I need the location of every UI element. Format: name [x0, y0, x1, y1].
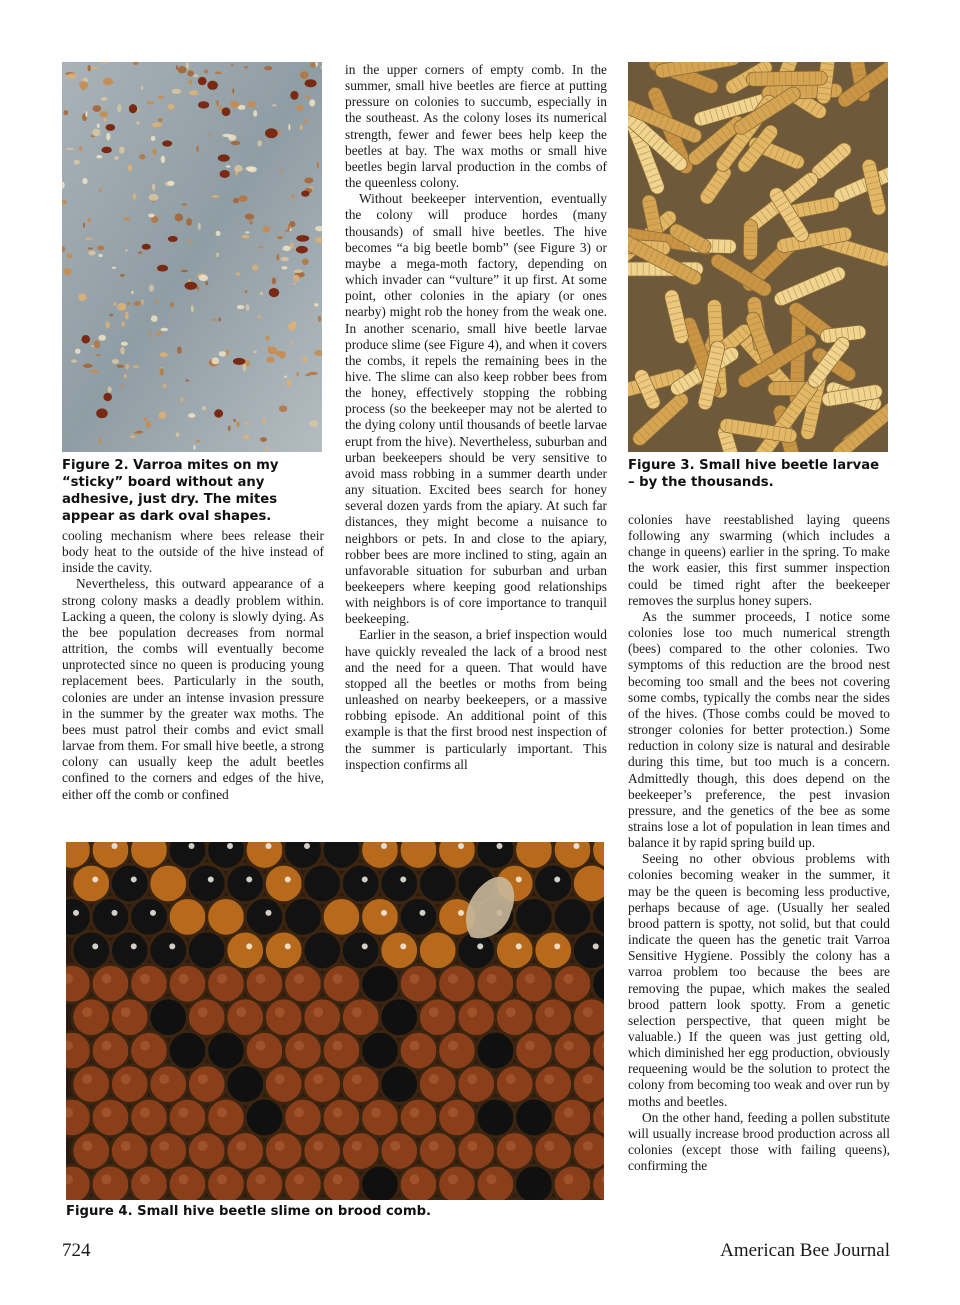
text-column-2: [345, 62, 607, 773]
varroa-mite: [103, 393, 112, 401]
varroa-mite: [220, 170, 230, 178]
varroa-mite: [198, 101, 209, 108]
varroa-mite: [81, 335, 90, 344]
varroa-mite: [101, 147, 111, 154]
col1-paragraph: Nevertheless, this outward appearance of a strong colony masks a deadly problem within. Lacking a queen, the colony is slowly dying. As the bee population decreases from normal attrition, the combs will eventually become unprotected since no queen is producing young replacement bees. Particularly in the south, colonies are under an intense invasion pressure in the summer by the greater wax moths. The bees must patrol their combs and evict small larvae from them. For small hive beetle, a strong colony can usually keep the adult beetles confined to the corners and edges of the hive, either off the comb or confined: [62, 576, 324, 802]
varroa-mite: [296, 235, 309, 242]
varroa-mites-image: [62, 62, 322, 452]
varroa-mite: [129, 104, 137, 113]
col1-paragraph: cooling mechanism where bees release their body heat to the outside of the hive instead of inside the cavity.: [62, 528, 324, 576]
varroa-mite: [214, 409, 223, 417]
varroa-mite: [207, 81, 218, 90]
varroa-mite: [233, 358, 245, 365]
varroa-mite: [265, 128, 278, 138]
text-column-3: [628, 512, 890, 1174]
figure-3-photo: [628, 62, 888, 452]
col3-paragraph: As the summer proceeds, I notice some colonies lose too much numerical strength (bees) compared to the other colonies. Two symptoms of this reduction are the brood nest becoming too small and the bees not covering some combs, typically the combs near the sides of the hives. (Those combs could be moved to stronger colonies for better protection.) Some reduction in colony size is natural and desirable during this time, but too much is a concern. Admittedly though, this does depend on the beekeeper’s preference, the pest invasion pressure, and the genetics of the bee as some strains lose a lot of population in lean times and balance it by rapid spring build up.: [628, 608, 890, 851]
varroa-mite: [184, 282, 197, 290]
page-number: 724: [62, 1240, 91, 1261]
col3-paragraph: On the other hand, feeding a pollen substitute will usually increase brood production across all colonies (except those with failing queens), confirming the: [628, 1109, 890, 1174]
varroa-mite: [142, 244, 151, 250]
varroa-mite: [290, 91, 298, 100]
beetle-larvae-image: [628, 62, 888, 452]
col3-paragraph: Seeing no other obvious problems with colonies becoming weaker in the summer, it may be the queen is becoming less productive, perhaps because of age. (Usually her sealed brood pattern is spotty, not solid, but that could indicate the queen has the genetic trait Varroa Sensitive Hygiene. Possibly the colony has a varroa problem too because the bees are removing the pupae, which makes the sealed brood pattern look spotty. From a genetic selection perspective, that queen might be valuable.) If the queen was just getting old, which diminished her egg production, obviously requeening would be the solution to protect the colony from becoming too weak and over run by moths and beetles.: [628, 851, 890, 1109]
varroa-mite: [168, 236, 178, 242]
col3-paragraph: colonies have reestablished laying queens following any swarming (which includes a change in queens) earlier in the spring. To make the work easier, this first summer inspection could be timed right after the beekeeper removes the surplus honey supers.: [628, 512, 890, 608]
brood-comb-image: [66, 842, 604, 1200]
varroa-mite: [162, 140, 172, 146]
varroa-mite: [157, 265, 168, 272]
figure-4-caption: Figure 4. Small hive beetle slime on brood comb.: [66, 1204, 432, 1219]
varroa-mite: [105, 124, 115, 131]
figure-3-caption: Figure 3. Small hive beetle larvae – by the thousands.: [628, 458, 880, 490]
varroa-mite: [301, 190, 309, 196]
col2-paragraph: Without beekeeper intervention, eventually the colony will produce hordes (many thousands) of small hive beetles. The hive becomes “a big beetle bomb” (see Figure 3) or maybe a mega-moth factory, depending on which invader can “vulture” it up first. At some point, other colonies in the apiary (or ones nearby) might rob the honey from the weak one. In another scenario, small hive beetle larvae produce slime (see Figure 4), and when it covers the combs, it repels the remaining bees in the hive. The slime can also keep robber bees from the honey, effectively stopping the robbing process (so the beekeeper may not be alerted to the dying colony until thousands of beetle larvae erupt from the hive). Nevertheless, suburban and urban beekeepers should be very sensitive to avoid mass robbing in a summer dearth under any situation. Excited bees search for honey several dozen yards from the apiary. At such far distances, they might become a nuisance to neighbors or pets. In and close to the apiary, robber bees are more inclined to sting, again an unfavorable situation for suburban and urban beekeepers where keeping good relationships with neighbors is of core importance to tranquil beekeeping.: [345, 191, 607, 627]
figure-2-caption: Figure 2. Varroa mites on my “sticky” board without any adhesive, just dry. The mites appear as dark oval shapes.: [62, 458, 279, 524]
varroa-mite: [296, 246, 308, 253]
journal-name: American Bee Journal: [720, 1240, 890, 1261]
varroa-mite: [222, 107, 231, 116]
col2-paragraph: in the upper corners of empty comb. In the summer, small hive beetles are fierce at putting pressure on colonies to succumb, especially in the southeast. As the colony loses its numerical strength, fewer and fewer bees help keep the beetles at bay. The wax moths or small hive beetles begin larval production in the combs of the queenless colony.: [345, 62, 607, 191]
varroa-mite: [198, 77, 207, 85]
figure-4-photo: [66, 842, 604, 1200]
varroa-mite: [96, 408, 108, 418]
figure-2-photo: [62, 62, 322, 452]
varroa-mite: [269, 288, 279, 297]
varroa-mite: [218, 154, 230, 161]
varroa-mite: [305, 79, 317, 87]
text-column-1: [62, 528, 324, 803]
col2-paragraph: Earlier in the season, a brief inspection would have quickly revealed the lack of a brood nest and the need for a queen. That would have stopped all the beetles or moths from being unleashed on nearby beekeepers, or a massive robbing episode. An additional point of this example is that the first brood nest inspection of the summer is particularly important. This inspection confirms all: [345, 627, 607, 772]
